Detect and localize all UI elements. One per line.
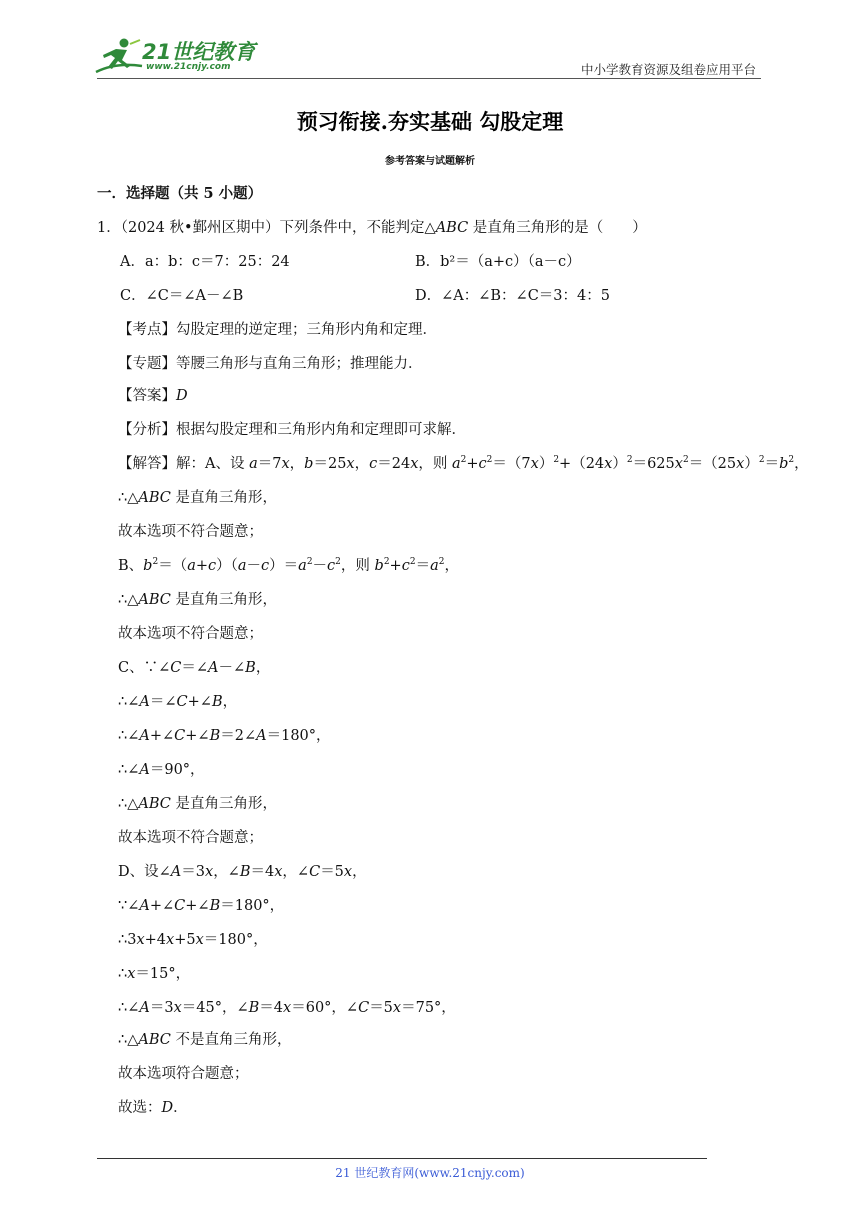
solution-d-step3: ∴x＝15°， bbox=[118, 966, 191, 982]
jieda-label: 【解答】解： bbox=[118, 456, 205, 472]
platform-label: 中小学教育资源及组卷应用平台 bbox=[580, 62, 756, 77]
conclusion-a: ∴△ABC 是直角三角形， bbox=[118, 490, 277, 506]
fenxi-line: 【分析】根据勾股定理和三角形内角和定理即可求解． bbox=[118, 422, 466, 438]
solution-c-step2: ∴∠A+∠C+∠B＝2∠A＝180°， bbox=[118, 728, 331, 744]
solution-d-step2: ∴3x+4x+5x＝180°， bbox=[118, 932, 268, 948]
solution-c-step1: ∴∠A＝∠C+∠B， bbox=[118, 694, 238, 710]
solution-d-step4: ∴∠A＝3x＝45°，∠B＝4x＝60°，∠C＝5x＝75°， bbox=[118, 1000, 456, 1016]
page-title: 预习衔接.夯实基础 勾股定理 bbox=[296, 109, 564, 134]
final-answer: 故选：D． bbox=[118, 1100, 188, 1116]
header-divider bbox=[97, 78, 761, 79]
solution-b-line: B、$b^2=(a+c)(a-c)=a^2-c^2$，则 $b^2+c^2=a^2$， bbox=[118, 557, 459, 574]
answer-label: 【答案】 bbox=[118, 388, 176, 404]
answer-value: D bbox=[176, 388, 188, 404]
option-b: B．b²＝（a+c）（a－c） bbox=[415, 254, 581, 270]
option-d: D．∠A：∠B：∠C＝3：4：5 bbox=[415, 288, 610, 304]
option-c: C．∠C＝∠A－∠B bbox=[120, 288, 244, 304]
conclusion-c: ∴△ABC 是直角三角形， bbox=[118, 796, 277, 812]
footer-link[interactable]: 21 世纪教育网(www.21cnjy.com) bbox=[335, 1166, 525, 1180]
verdict-c: 故本选项不符合题意； bbox=[118, 830, 263, 846]
logo-text: 21世纪教育 bbox=[142, 40, 256, 64]
question-stem-suffix: 是直角三角形的是（ ） bbox=[468, 220, 647, 236]
section-heading: 一．选择题（共 5 小题） bbox=[97, 185, 263, 202]
conclusion-b: ∴△ABC 是直角三角形， bbox=[118, 592, 277, 608]
final-value: D bbox=[161, 1100, 174, 1116]
solution-d-step1: ∵∠A+∠C+∠B＝180°， bbox=[118, 898, 285, 914]
final-label: 故选： bbox=[118, 1100, 162, 1116]
logo-url: www.21cnjy.com bbox=[146, 62, 231, 72]
page-header bbox=[0, 0, 860, 82]
kaodian-line: 【考点】勾股定理的逆定理；三角形内角和定理． bbox=[118, 322, 437, 338]
footer-divider bbox=[97, 1158, 707, 1159]
solution-d-line: D、设∠A＝3x，∠B＝4x，∠C＝5x， bbox=[118, 864, 367, 880]
question-stem-abc: ABC bbox=[435, 220, 469, 236]
verdict-d: 故本选项符合题意； bbox=[118, 1066, 249, 1082]
solution-c-step3: ∴∠A＝90°， bbox=[118, 762, 205, 778]
verdict-a: 故本选项不符合题意； bbox=[118, 524, 263, 540]
option-a: A．a：b：c＝7：25：24 bbox=[120, 254, 290, 270]
verdict-b: 故本选项不符合题意； bbox=[118, 626, 263, 642]
question-stem-prefix: 1．（2024 秋•鄞州区期中）下列条件中，不能判定△ bbox=[97, 220, 436, 236]
site-logo bbox=[94, 36, 259, 76]
solution-c-line: C、∵∠C＝∠A－∠B， bbox=[118, 660, 271, 676]
question-stem bbox=[97, 218, 647, 238]
page-subtitle: 参考答案与试题解析 bbox=[385, 156, 475, 167]
runner-logo-icon bbox=[94, 36, 144, 76]
zhuanti-line: 【专题】等腰三角形与直角三角形；推理能力． bbox=[118, 356, 423, 372]
conclusion-d: ∴△ABC 不是直角三角形， bbox=[118, 1032, 292, 1048]
solution-a-line: 【解答】解：A、设 a＝7x，b＝25x，c＝24x，则 $a^2+c^2=(7x)^2+(24x)^2=625x^2=(25x)^2=b^2$， bbox=[118, 455, 809, 472]
answer-line bbox=[118, 386, 188, 406]
